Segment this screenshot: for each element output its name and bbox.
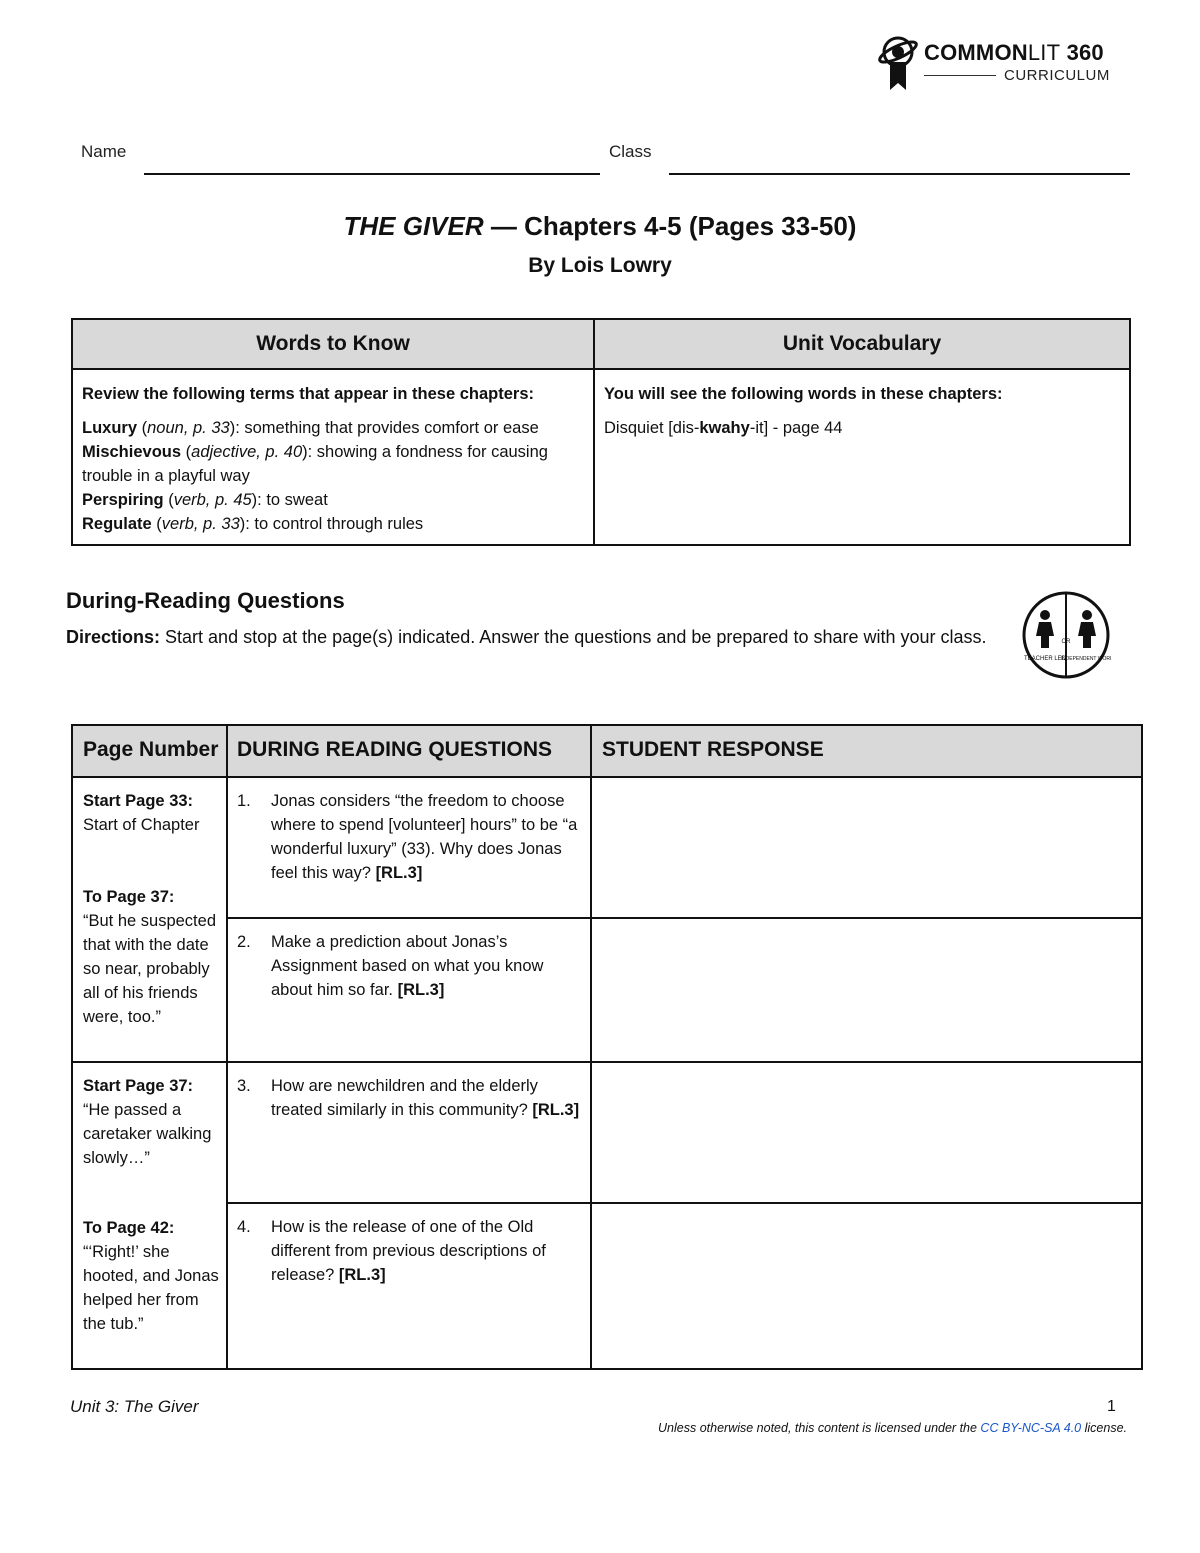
header-page-number: Page Number — [83, 738, 219, 761]
page-range-end: To Page 37: “But he suspected that with the date so near, probably all of his friends were, too.” — [83, 888, 216, 1026]
vocab-entry: Perspiring (verb, p. 45): to sweat — [82, 491, 328, 509]
class-label: Class — [609, 142, 652, 161]
vocab-entry: Mischievous (adjective, p. 40): showing a fondness for causing trouble in a playful way — [82, 443, 548, 485]
question-4: 4. How is the release of one of the Old different from previous descriptions of release? [RL.3] — [237, 1218, 546, 1284]
header-questions: DURING READING QUESTIONS — [237, 738, 553, 761]
logo-divider — [924, 75, 996, 76]
words-lead: Review the following terms that appear in these chapters: — [82, 385, 535, 403]
unit-word: Disquiet [dis-kwahy-it] - page 44 — [604, 419, 843, 437]
vocab-entry: Luxury (noun, p. 33): something that provides comfort or ease — [82, 419, 539, 437]
logo-brand: COMMONLIT 360 — [924, 40, 1104, 65]
column-divider — [226, 726, 228, 1368]
commonlit-logo — [876, 32, 1136, 94]
logo-subtitle: CURRICULUM — [1004, 67, 1110, 84]
class-field[interactable] — [669, 173, 1130, 175]
globe-ribbon-icon — [876, 32, 920, 94]
during-reading-heading: During-Reading Questions — [66, 588, 345, 613]
byline: By Lois Lowry — [528, 254, 672, 277]
unit-vocabulary-header: Unit Vocabulary — [595, 320, 1129, 370]
table-header-row — [73, 726, 1141, 778]
vocab-entry: Regulate (verb, p. 33): to control through rules — [82, 515, 424, 533]
question-3: 3. How are newchildren and the elderly treated similarly in this community? [RL.3] — [237, 1077, 580, 1119]
name-field[interactable] — [144, 173, 600, 175]
questions-table — [71, 724, 1143, 1370]
name-label: Name — [81, 142, 127, 161]
words-to-know-cell — [82, 382, 582, 536]
unit-lead: You will see the following words in these chapters: — [604, 385, 1003, 403]
page-range-start: Start Page 37: “He passed a caretaker walking slowly…” — [83, 1077, 212, 1167]
license-link[interactable]: CC BY-NC-SA 4.0 — [980, 1421, 1082, 1435]
footer-unit: Unit 3: The Giver — [70, 1397, 199, 1416]
page-range-start: Start Page 33: Start of Chapter — [83, 792, 200, 834]
response-cell-3[interactable] — [592, 1063, 1141, 1202]
words-to-know-header: Words to Know — [73, 320, 593, 370]
license-note: Unless otherwise noted, this content is licensed under the CC BY-NC-SA 4.0 license. — [658, 1421, 1127, 1435]
unit-vocabulary-cell — [604, 382, 1124, 440]
badge-right-label: INDEPENDENT WORK — [1060, 656, 1111, 662]
response-cell-4[interactable] — [592, 1204, 1141, 1368]
response-cell-1[interactable] — [592, 778, 1141, 917]
vocab-table — [71, 318, 1131, 546]
page-title: THE GIVER — Chapters 4-5 (Pages 33-50) — [343, 211, 857, 241]
badge-mid-label: OR — [1061, 639, 1071, 645]
page-range-end: To Page 42: “‘Right!’ she hooted, and Jonas helped her from the tub.” — [83, 1219, 219, 1333]
page-number: 1 — [1107, 1398, 1116, 1415]
response-cell-2[interactable] — [592, 919, 1141, 1061]
directions: Directions: Start and stop at the page(s) indicated. Answer the questions and be prepared to share with your class. — [66, 627, 987, 647]
student-pair-icon — [1021, 590, 1111, 680]
teacher-led-or-independent-badge — [1021, 590, 1111, 680]
header-student-response: STUDENT RESPONSE — [602, 738, 824, 761]
question-1: 1. Jonas considers “the freedom to choose where to spend [volunteer] hours” to be “a wonderful luxury” (33). Why does Jonas feel this way? [RL.3] — [237, 792, 578, 882]
question-2: 2. Make a prediction about Jonas’s Assignment based on what you know about him so far. [RL.3] — [237, 933, 544, 999]
vocab-divider — [593, 320, 595, 544]
badge-left-label: TEACHER LED — [1023, 656, 1067, 662]
